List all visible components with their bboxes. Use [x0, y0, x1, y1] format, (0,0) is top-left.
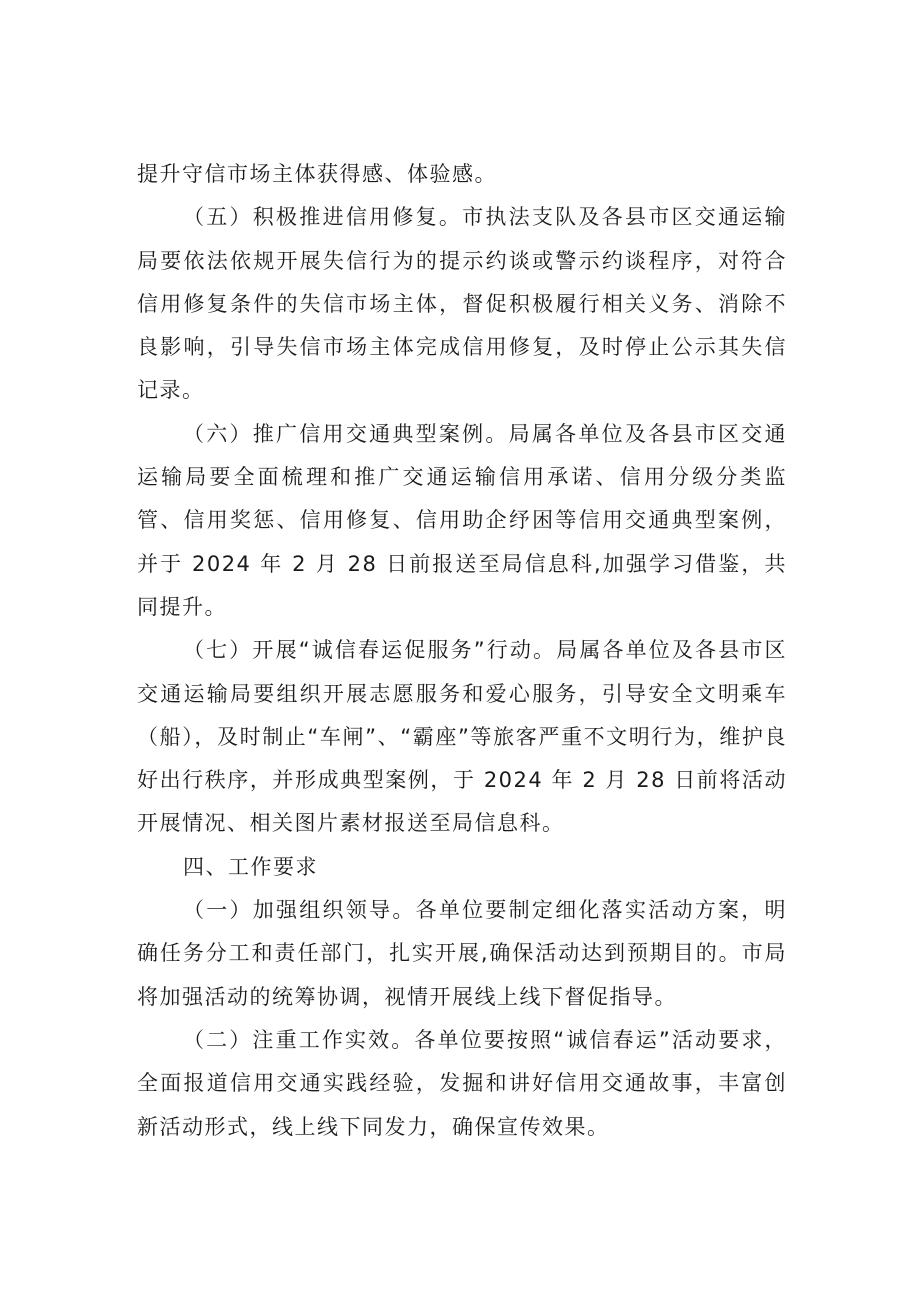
- paragraph-spring-transport-service: （七）开展“诚信春运促服务”行动。局属各单位及各县市区交通运输局要组织开展志愿服务和爱心服务，引导安全文明乘车（船），及时制止“车闸”、“霸座”等旅客严重不文明行为，维护良好出行秩序，并形成典型案例，于 2024 年 2 月 28 日前将活动开展情况、相关图片素材报送至局信息科。: [137, 638, 787, 836]
- paragraph-continuation: 提升守信市场主体获得感、体验感。: [137, 162, 497, 186]
- section-heading-work-requirements: 四、工作要求: [183, 854, 318, 879]
- paragraph-credit-repair: （五）积极推进信用修复。市执法支队及各县市区交通运输局要依法依规开展失信行为的提示约谈或警示约谈程序，对符合信用修复条件的失信市场主体，督促积极履行相关义务、消除不良影响，引导失信市场主体完成信用修复，及时停止公示其失信记录。: [137, 205, 787, 403]
- document-body: [137, 153, 787, 1149]
- paragraph-work-effectiveness: （二）注重工作实效。各单位要按照“诚信春运”活动要求，全面报道信用交通实践经验，发掘和讲好信用交通故事，丰富创新活动形式，线上线下同发力，确保宣传效果。: [137, 1027, 787, 1139]
- paragraph-organization-leadership: （一）加强组织领导。各单位要制定细化落实活动方案，明确任务分工和责任部门，扎实开展,确保活动达到预期目的。市局将加强活动的统筹协调，视情开展线上线下督促指导。: [137, 898, 787, 1009]
- paragraph-typical-cases: （六）推广信用交通典型案例。局属各单位及各县市区交通运输局要全面梳理和推广交通运输信用承诺、信用分级分类监管、信用奖惩、信用修复、信用助企纾困等信用交通典型案例，并于 2024 年 2 月 28 日前报送至局信息科,加强学习借鉴，共同提升。: [137, 421, 787, 619]
